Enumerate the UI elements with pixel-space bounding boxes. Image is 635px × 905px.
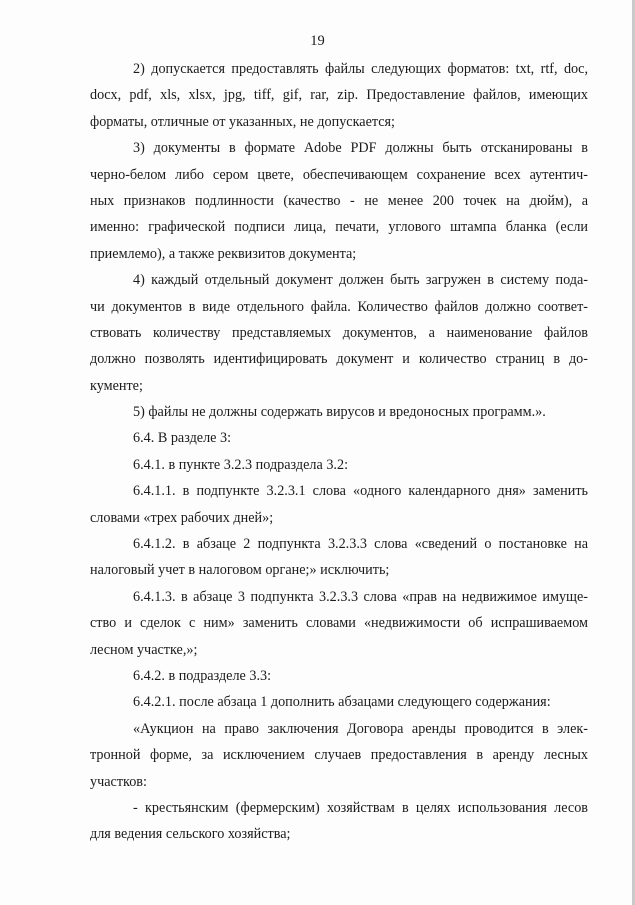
text-line: 6.4.2.1. после абзаца 1 дополнить абзацами следующего содержания:	[133, 694, 551, 711]
text-line: приемлемо), а также реквизитов документа;	[90, 245, 357, 262]
page-number: 19	[310, 33, 325, 49]
text-line: 6.4.2. в подразделе 3.3:	[133, 667, 272, 684]
text-line: 5) файлы не должны содержать вирусов и вредоносных программ.».	[133, 404, 546, 421]
text-line: черно-белом либо сером цвете, обеспечивающем сохранение всех аутентич-	[90, 166, 588, 183]
text-line: налоговый учет в налоговом органе;» исключить;	[90, 562, 390, 579]
text-line: должно позволять идентифицировать документ и количество страниц в до-	[90, 351, 588, 368]
text-line: ных признаков подлинности (качество - не менее 200 точек на дюйм), а	[90, 192, 588, 209]
text-line: 6.4.1.2. в абзаце 2 подпункта 3.2.3.3 слова «сведений о постановке на	[133, 536, 588, 553]
text-line: для ведения сельского хозяйства;	[90, 826, 291, 843]
text-line: 4) каждый отдельный документ должен быть загружен в систему пода-	[133, 272, 588, 289]
text-line: форматы, отличные от указанных, не допускается;	[90, 113, 396, 130]
text-line: - крестьянским (фермерским) хозяйствам в целях использования лесов	[133, 799, 588, 816]
text-line: кументе;	[90, 377, 143, 394]
text-line: docx, pdf, xls, xlsx, jpg, tiff, gif, rar, zip. Предоставление файлов, имеющих	[90, 87, 588, 104]
text-line: 6.4.1.3. в абзаце 3 подпункта 3.2.3.3 слова «прав на недвижимое имуще-	[133, 588, 588, 605]
text-line: тронной форме, за исключением случаев предоставления в аренду лесных	[90, 747, 588, 764]
text-line: ствовать количеству представляемых документов, а наименование файлов	[90, 324, 588, 341]
text-line: 2) допускается предоставлять файлы следующих форматов: txt, rtf, doc,	[133, 61, 588, 77]
text-line: словами «трех рабочих дней»;	[90, 509, 274, 526]
text-line: ство и сделок с ним» заменить словами «недвижимости об испрашиваемом	[90, 615, 588, 632]
text-line: именно: графической подписи лица, печати, углового штампа бланка (если	[90, 219, 588, 236]
text-line: 3) документы в формате Adobe PDF должны быть отсканированы в	[133, 140, 588, 157]
text-line: «Аукцион на право заключения Договора аренды проводится в элек-	[133, 720, 588, 737]
text-line: 6.4. В разделе 3:	[133, 430, 232, 447]
document-body	[90, 60, 588, 852]
text-line: лесном участке,»;	[90, 641, 198, 658]
text-line: 6.4.1.1. в подпункте 3.2.3.1 слова «одного календарного дня» заменить	[133, 483, 588, 500]
text-line: чи документов в виде отдельного файла. Количество файлов должно соответ-	[90, 298, 588, 315]
text-line: участков:	[90, 773, 147, 790]
text-line: 6.4.1. в пункте 3.2.3 подраздела 3.2:	[133, 456, 349, 473]
